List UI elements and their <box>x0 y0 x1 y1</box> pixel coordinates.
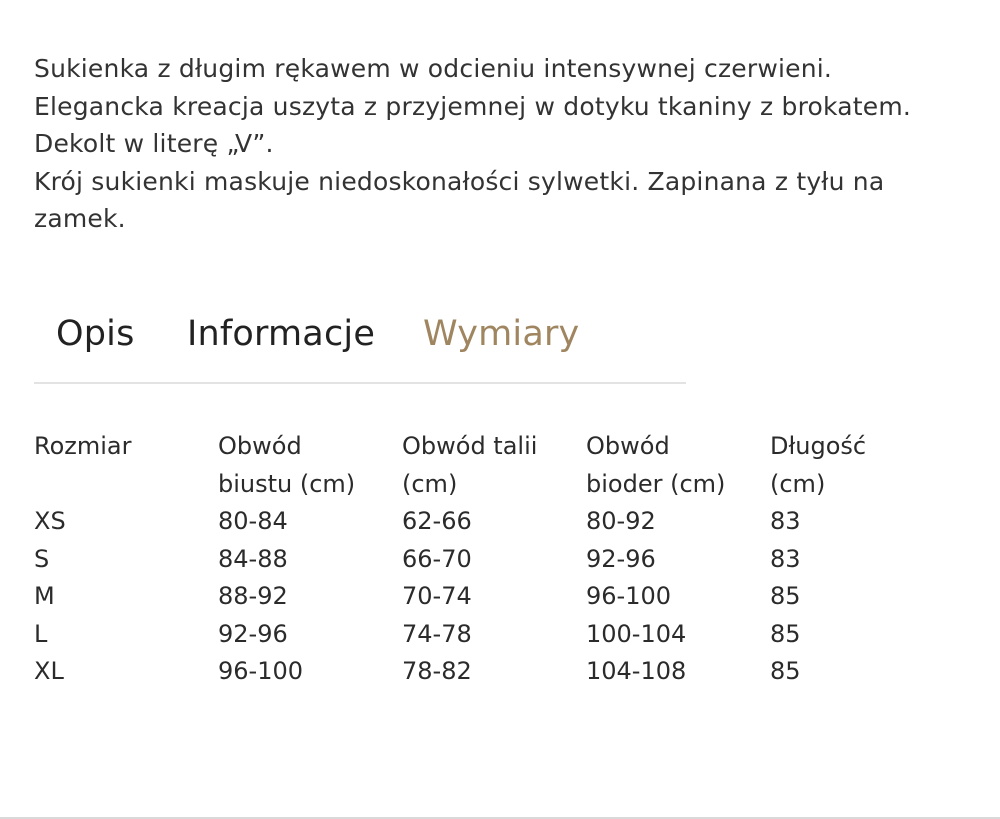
cell-bust: 80-84 <box>218 507 288 535</box>
table-row <box>34 653 920 691</box>
description-line: Elegancka kreacja uszyta z przyjemnej w dotyku tkaniny z brokatem. <box>34 91 912 121</box>
cell-bust: 96-100 <box>218 657 304 685</box>
header-obwod-biustu <box>218 428 402 503</box>
header-obwod-talii <box>402 428 586 503</box>
cell-length: 83 <box>770 507 801 535</box>
cell-size: L <box>34 619 48 648</box>
cell-hips: 80-92 <box>586 507 656 535</box>
cell-length: 83 <box>770 544 801 573</box>
cell-length: 85 <box>770 619 801 648</box>
cell-hips: 92-96 <box>586 544 656 573</box>
description-line: Dekolt w literę „V”. <box>34 129 274 158</box>
cell-size: M <box>34 582 55 610</box>
header-obwod-bioder <box>586 428 770 503</box>
cell-length: 85 <box>770 657 801 685</box>
product-description <box>34 50 954 238</box>
header-line: Obwód <box>586 432 670 460</box>
cell-size: S <box>34 544 50 573</box>
table-row <box>34 541 920 579</box>
cell-hips: 96-100 <box>586 582 672 610</box>
header-line: bioder (cm) <box>586 469 726 498</box>
tab-opis[interactable]: Opis <box>56 314 135 354</box>
cell-waist: 78-82 <box>402 657 472 685</box>
header-line: Długość <box>770 432 867 460</box>
description-line: Krój sukienki maskuje niedoskonałości sylwetki. Zapinana z tyłu na zamek. <box>34 166 885 233</box>
header-dlugosc <box>770 428 920 503</box>
header-line: biustu (cm) <box>218 469 356 498</box>
cell-waist: 66-70 <box>402 544 472 573</box>
table-row <box>34 616 920 654</box>
cell-size: XS <box>34 507 66 535</box>
table-header-row <box>34 428 920 503</box>
cell-waist: 74-78 <box>402 619 472 648</box>
cell-waist: 70-74 <box>402 582 472 610</box>
header-line: Rozmiar <box>34 432 132 460</box>
cell-waist: 62-66 <box>402 507 472 535</box>
cell-hips: 104-108 <box>586 657 687 685</box>
header-line: Obwód <box>218 432 302 460</box>
tab-informacje[interactable]: Informacje <box>187 314 376 354</box>
header-line: (cm) <box>770 469 826 498</box>
cell-size: XL <box>34 657 64 685</box>
cell-bust: 88-92 <box>218 582 288 610</box>
cell-hips: 100-104 <box>586 619 687 648</box>
description-line: Sukienka z długim rękawem w odcieniu intensywnej czerwieni. <box>34 54 833 83</box>
header-rozmiar <box>34 428 218 503</box>
header-line: (cm) <box>402 469 458 498</box>
cell-length: 85 <box>770 582 801 610</box>
cell-bust: 92-96 <box>218 619 288 648</box>
table-row <box>34 503 920 541</box>
table-row <box>34 578 920 616</box>
header-line: Obwód talii <box>402 432 538 460</box>
product-tabs <box>34 300 686 384</box>
size-chart-table <box>34 428 920 691</box>
cell-bust: 84-88 <box>218 544 288 573</box>
tab-wymiary[interactable]: Wymiary <box>423 314 580 354</box>
